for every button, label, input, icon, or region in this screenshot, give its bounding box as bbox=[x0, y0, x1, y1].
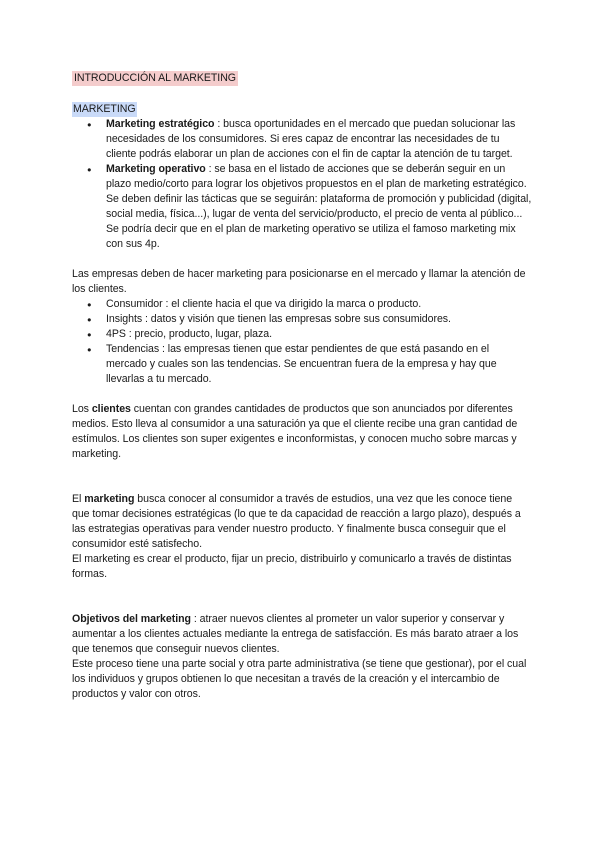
list-item: ● Tendencias : las empresas tienen que estar pendientes de que está pasando en el mercado y cuales son las tendencias. Se encuentran fuera de la empresa y hay que llevarlas a tu mercado. bbox=[106, 342, 532, 387]
list-item bbox=[106, 117, 532, 162]
document-title: INTRODUCCIÓN AL MARKETING bbox=[74, 72, 236, 84]
section-heading: MARKETING bbox=[73, 103, 136, 115]
marketing-types-list bbox=[72, 117, 532, 252]
list-item: ● 4PS : precio, producto, lugar, plaza. bbox=[106, 327, 532, 342]
term-objetivos: Objetivos del marketing bbox=[72, 613, 191, 625]
empresas-list bbox=[72, 297, 532, 387]
marketing-pre: El bbox=[72, 493, 85, 505]
list-item: ● Consumidor : el cliente hacia el que va dirigido la marca o producto. bbox=[106, 297, 532, 312]
list-item bbox=[106, 162, 532, 252]
empresas-intro: Las empresas deben de hacer marketing para posicionarse en el mercado y llamar la atención de los clientes. bbox=[72, 268, 526, 295]
proceso-paragraph: Este proceso tiene una parte social y otra parte administrativa (se tiene que gestionar), por el cual los individuos y grupos obtienen lo que necesitan a través de la creación y el intercambio de productos y valor con otros. bbox=[72, 658, 527, 700]
clientes-pre: Los bbox=[72, 403, 92, 415]
clientes-text: cuentan con grandes cantidades de productos que son anunciados por diferentes medios. Esto lleva al consumidor a una saturación ya que el cliente recibe una gran cantidad de estímulos. Los clientes son super exigentes e inconformistas, y conocen mucho sobre marcas y marketing. bbox=[72, 403, 518, 460]
marketing-text: busca conocer al consumidor a través de estudios, una vez que les conoce tiene que tomar decisiones estratégicas (lo que te da capacidad de reacción a largo plazo), después a las estrategias operativas para vender nuestro producto. Y finalmente busca conseguir que el consumidor esté satisfecho. bbox=[72, 493, 521, 550]
definition-strategic: : busca oportunidades en el mercado que puedan solucionar las necesidades de los consumidores. Si eres capaz de encontrar las necesidades de tu cliente podrás elaborar un plan de acciones con el fin de captar la atención de tu target. bbox=[106, 118, 516, 160]
term-clientes: clientes bbox=[91, 403, 131, 415]
document-page bbox=[72, 70, 532, 702]
clientes-paragraph bbox=[72, 402, 532, 462]
list-item: ● Insights : datos y visión que tienen las empresas sobre sus consumidores. bbox=[106, 312, 532, 327]
objetivos-paragraph bbox=[72, 612, 532, 657]
marketing-paragraph bbox=[72, 492, 532, 552]
marketing-definition-line: El marketing es crear el producto, fijar un precio, distribuirlo y comunicarlo a través de distintas formas. bbox=[72, 553, 512, 580]
term-marketing: marketing bbox=[84, 493, 135, 505]
term-operative: Marketing operativo bbox=[106, 163, 206, 175]
definition-operative: : se basa en el listado de acciones que se deberán seguir en un plazo medio/corto para lograr los objetivos propuestos en el plan de marketing estratégico. Se deben definir las tácticas que se seguirán: plataforma de promoción y publicidad (digital, social media, física...), lugar de venta del servicio/producto, el precio de venta al público... Se podría decir que en el plan de marketing operativo se utiliza el famoso marketing mix con sus 4p. bbox=[106, 163, 532, 250]
term-strategic: Marketing estratégico bbox=[106, 118, 215, 130]
objetivos-text: : atraer nuevos clientes al prometer un valor superior y conservar y aumentar a los clientes actuales mediante la entrega de satisfacción. Es más barato atraer a los que tenemos que conseguir nuevos clientes. bbox=[72, 613, 519, 655]
